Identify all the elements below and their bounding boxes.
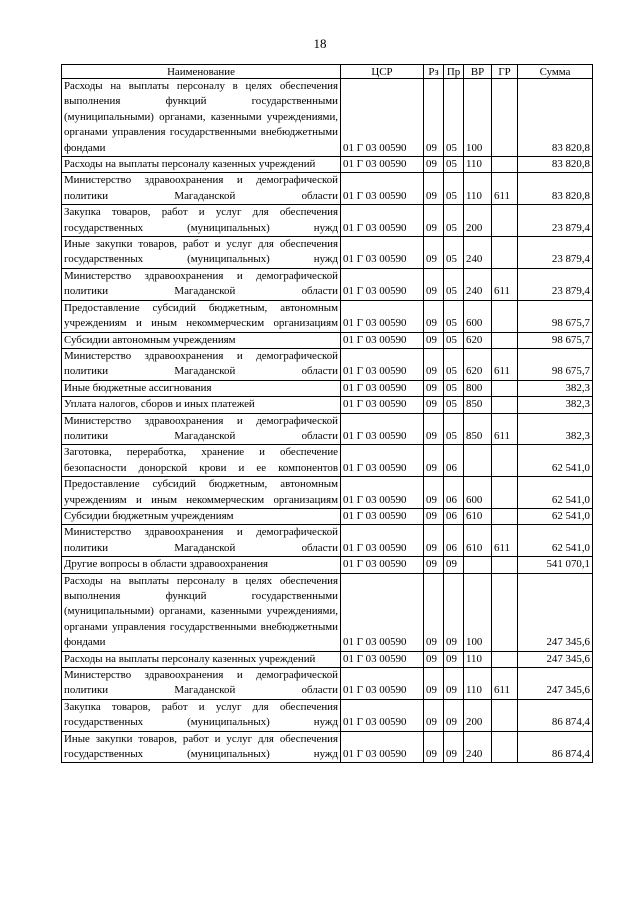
cell-name: Расходы на выплаты персоналу в целях обеспечения выполнения функций государственными (муниципальными) органами, казенными учреждениями, органами управления государственными внебюджетными фондами: [62, 573, 341, 651]
cell-gr: 611: [492, 268, 518, 300]
cell-csr: 01 Г 03 00590: [341, 668, 424, 700]
table-row: [62, 348, 593, 380]
cell-vr: 240: [464, 731, 492, 763]
cell-gr: [492, 651, 518, 667]
cell-rz: 09: [424, 445, 444, 477]
cell-rz: 09: [424, 300, 444, 332]
cell-csr: 01 Г 03 00590: [341, 205, 424, 237]
cell-vr: 620: [464, 348, 492, 380]
cell-csr: 01 Г 03 00590: [341, 651, 424, 667]
cell-rz: 09: [424, 668, 444, 700]
cell-pr: 09: [444, 668, 464, 700]
cell-vr: 110: [464, 651, 492, 667]
cell-sum: 98 675,7: [518, 300, 593, 332]
cell-gr: [492, 508, 518, 524]
cell-sum: 541 070,1: [518, 557, 593, 573]
cell-name: Другие вопросы в области здравоохранения: [62, 557, 341, 573]
cell-name: Расходы на выплаты персоналу казенных учреждений: [62, 651, 341, 667]
header-rz: Рз: [424, 65, 444, 79]
cell-name: Иные закупки товаров, работ и услуг для обеспечения государственных (муниципальных) нужд: [62, 731, 341, 763]
cell-csr: 01 Г 03 00590: [341, 237, 424, 269]
cell-csr: 01 Г 03 00590: [341, 508, 424, 524]
cell-gr: 611: [492, 668, 518, 700]
cell-csr: 01 Г 03 00590: [341, 332, 424, 348]
cell-rz: 09: [424, 348, 444, 380]
table-row: [62, 79, 593, 157]
cell-pr: 09: [444, 651, 464, 667]
cell-name: Предоставление субсидий бюджетным, автономным учреждениям и иным некоммерческим организациям: [62, 300, 341, 332]
cell-vr: 200: [464, 699, 492, 731]
cell-name: Министерство здравоохранения и демографической политики Магаданской области: [62, 413, 341, 445]
cell-vr: 110: [464, 173, 492, 205]
cell-vr: 110: [464, 668, 492, 700]
cell-vr: 110: [464, 157, 492, 173]
table-row: [62, 731, 593, 763]
table-row: [62, 525, 593, 557]
cell-rz: 09: [424, 651, 444, 667]
cell-sum: 62 541,0: [518, 508, 593, 524]
cell-sum: 62 541,0: [518, 445, 593, 477]
cell-csr: 01 Г 03 00590: [341, 557, 424, 573]
cell-name: Закупка товаров, работ и услуг для обеспечения государственных (муниципальных) нужд: [62, 699, 341, 731]
cell-csr: 01 Г 03 00590: [341, 79, 424, 157]
cell-vr: 620: [464, 332, 492, 348]
cell-csr: 01 Г 03 00590: [341, 445, 424, 477]
cell-csr: 01 Г 03 00590: [341, 699, 424, 731]
cell-csr: 01 Г 03 00590: [341, 380, 424, 396]
cell-sum: 247 345,6: [518, 668, 593, 700]
cell-gr: [492, 157, 518, 173]
cell-rz: 09: [424, 173, 444, 205]
cell-rz: 09: [424, 157, 444, 173]
cell-gr: [492, 445, 518, 477]
cell-pr: 05: [444, 380, 464, 396]
cell-sum: 247 345,6: [518, 573, 593, 651]
cell-sum: 98 675,7: [518, 332, 593, 348]
table-row: [62, 157, 593, 173]
cell-csr: 01 Г 03 00590: [341, 397, 424, 413]
cell-pr: 05: [444, 173, 464, 205]
cell-rz: 09: [424, 380, 444, 396]
header-pr: Пр: [444, 65, 464, 79]
cell-gr: [492, 79, 518, 157]
cell-csr: 01 Г 03 00590: [341, 573, 424, 651]
cell-sum: 382,3: [518, 397, 593, 413]
cell-pr: 05: [444, 157, 464, 173]
cell-csr: 01 Г 03 00590: [341, 413, 424, 445]
cell-name: Субсидии бюджетным учреждениям: [62, 508, 341, 524]
table-row: [62, 699, 593, 731]
cell-sum: 23 879,4: [518, 205, 593, 237]
header-gr: ГР: [492, 65, 518, 79]
table-row: [62, 380, 593, 396]
cell-rz: 09: [424, 205, 444, 237]
cell-pr: 06: [444, 445, 464, 477]
cell-sum: 83 820,8: [518, 157, 593, 173]
cell-vr: [464, 445, 492, 477]
cell-name: Иные бюджетные ассигнования: [62, 380, 341, 396]
cell-pr: 09: [444, 557, 464, 573]
header-row: [62, 65, 593, 79]
cell-vr: 100: [464, 573, 492, 651]
cell-gr: [492, 380, 518, 396]
table-row: [62, 668, 593, 700]
cell-pr: 05: [444, 300, 464, 332]
cell-pr: 05: [444, 268, 464, 300]
cell-name: Министерство здравоохранения и демографической политики Магаданской области: [62, 525, 341, 557]
budget-table: [61, 64, 593, 763]
cell-gr: [492, 731, 518, 763]
table-row: [62, 268, 593, 300]
cell-csr: 01 Г 03 00590: [341, 525, 424, 557]
cell-sum: 86 874,4: [518, 699, 593, 731]
table-row: [62, 397, 593, 413]
cell-vr: 200: [464, 205, 492, 237]
cell-pr: 05: [444, 332, 464, 348]
table-row: [62, 413, 593, 445]
cell-sum: 62 541,0: [518, 477, 593, 509]
cell-rz: 09: [424, 731, 444, 763]
cell-sum: 382,3: [518, 380, 593, 396]
cell-csr: 01 Г 03 00590: [341, 157, 424, 173]
table-row: [62, 477, 593, 509]
cell-pr: 09: [444, 573, 464, 651]
header-vr: ВР: [464, 65, 492, 79]
cell-name: Предоставление субсидий бюджетным, автономным учреждениям и иным некоммерческим организациям: [62, 477, 341, 509]
table-row: [62, 573, 593, 651]
cell-pr: 09: [444, 699, 464, 731]
cell-gr: [492, 300, 518, 332]
cell-vr: 600: [464, 477, 492, 509]
table-row: [62, 651, 593, 667]
cell-rz: 09: [424, 508, 444, 524]
cell-pr: 06: [444, 477, 464, 509]
table-row: [62, 237, 593, 269]
cell-gr: 611: [492, 525, 518, 557]
cell-rz: 09: [424, 557, 444, 573]
cell-gr: [492, 573, 518, 651]
cell-name: Иные закупки товаров, работ и услуг для обеспечения государственных (муниципальных) нужд: [62, 237, 341, 269]
cell-gr: 611: [492, 173, 518, 205]
header-sum: Сумма: [518, 65, 593, 79]
cell-gr: 611: [492, 413, 518, 445]
cell-rz: 09: [424, 332, 444, 348]
table-row: [62, 508, 593, 524]
cell-rz: 09: [424, 79, 444, 157]
cell-sum: 83 820,8: [518, 173, 593, 205]
cell-name: Министерство здравоохранения и демографической политики Магаданской области: [62, 348, 341, 380]
cell-csr: 01 Г 03 00590: [341, 348, 424, 380]
cell-rz: 09: [424, 413, 444, 445]
cell-csr: 01 Г 03 00590: [341, 268, 424, 300]
cell-csr: 01 Г 03 00590: [341, 731, 424, 763]
cell-vr: 240: [464, 268, 492, 300]
cell-vr: 850: [464, 397, 492, 413]
cell-sum: 247 345,6: [518, 651, 593, 667]
cell-vr: [464, 557, 492, 573]
cell-pr: 05: [444, 413, 464, 445]
cell-rz: 09: [424, 477, 444, 509]
cell-sum: 23 879,4: [518, 237, 593, 269]
cell-vr: 610: [464, 508, 492, 524]
cell-pr: 06: [444, 525, 464, 557]
cell-sum: 98 675,7: [518, 348, 593, 380]
cell-vr: 600: [464, 300, 492, 332]
cell-name: Расходы на выплаты персоналу казенных учреждений: [62, 157, 341, 173]
cell-pr: 05: [444, 348, 464, 380]
cell-sum: 83 820,8: [518, 79, 593, 157]
cell-vr: 850: [464, 413, 492, 445]
cell-gr: [492, 397, 518, 413]
cell-sum: 62 541,0: [518, 525, 593, 557]
cell-pr: 05: [444, 205, 464, 237]
table-row: [62, 205, 593, 237]
cell-pr: 05: [444, 79, 464, 157]
cell-name: Министерство здравоохранения и демографической политики Магаданской области: [62, 268, 341, 300]
cell-sum: 86 874,4: [518, 731, 593, 763]
cell-gr: [492, 557, 518, 573]
table-row: [62, 173, 593, 205]
table-row: [62, 332, 593, 348]
cell-gr: 611: [492, 348, 518, 380]
table-row: [62, 557, 593, 573]
cell-gr: [492, 205, 518, 237]
cell-name: Расходы на выплаты персоналу в целях обеспечения выполнения функций государственными (муниципальными) органами, казенными учреждениями, органами управления государственными внебюджетными фондами: [62, 79, 341, 157]
cell-vr: 240: [464, 237, 492, 269]
cell-rz: 09: [424, 699, 444, 731]
cell-vr: 610: [464, 525, 492, 557]
cell-vr: 100: [464, 79, 492, 157]
cell-rz: 09: [424, 397, 444, 413]
cell-gr: [492, 237, 518, 269]
cell-name: Министерство здравоохранения и демографической политики Магаданской области: [62, 173, 341, 205]
page-number: 18: [313, 36, 327, 51]
cell-csr: 01 Г 03 00590: [341, 300, 424, 332]
cell-name: Министерство здравоохранения и демографической политики Магаданской области: [62, 668, 341, 700]
cell-csr: 01 Г 03 00590: [341, 173, 424, 205]
cell-rz: 09: [424, 525, 444, 557]
table-row: [62, 445, 593, 477]
cell-rz: 09: [424, 237, 444, 269]
cell-rz: 09: [424, 268, 444, 300]
cell-csr: 01 Г 03 00590: [341, 477, 424, 509]
header-name: Наименование: [62, 65, 341, 79]
cell-sum: 23 879,4: [518, 268, 593, 300]
cell-name: Заготовка, переработка, хранение и обеспечение безопасности донорской крови и ее компонентов: [62, 445, 341, 477]
cell-name: Уплата налогов, сборов и иных платежей: [62, 397, 341, 413]
cell-name: Субсидии автономным учреждениям: [62, 332, 341, 348]
cell-pr: 05: [444, 397, 464, 413]
cell-name: Закупка товаров, работ и услуг для обеспечения государственных (муниципальных) нужд: [62, 205, 341, 237]
table-row: [62, 300, 593, 332]
header-csr: ЦСР: [341, 65, 424, 79]
cell-pr: 06: [444, 508, 464, 524]
cell-vr: 800: [464, 380, 492, 396]
cell-gr: [492, 332, 518, 348]
cell-gr: [492, 699, 518, 731]
cell-pr: 09: [444, 731, 464, 763]
cell-gr: [492, 477, 518, 509]
cell-rz: 09: [424, 573, 444, 651]
cell-sum: 382,3: [518, 413, 593, 445]
cell-pr: 05: [444, 237, 464, 269]
